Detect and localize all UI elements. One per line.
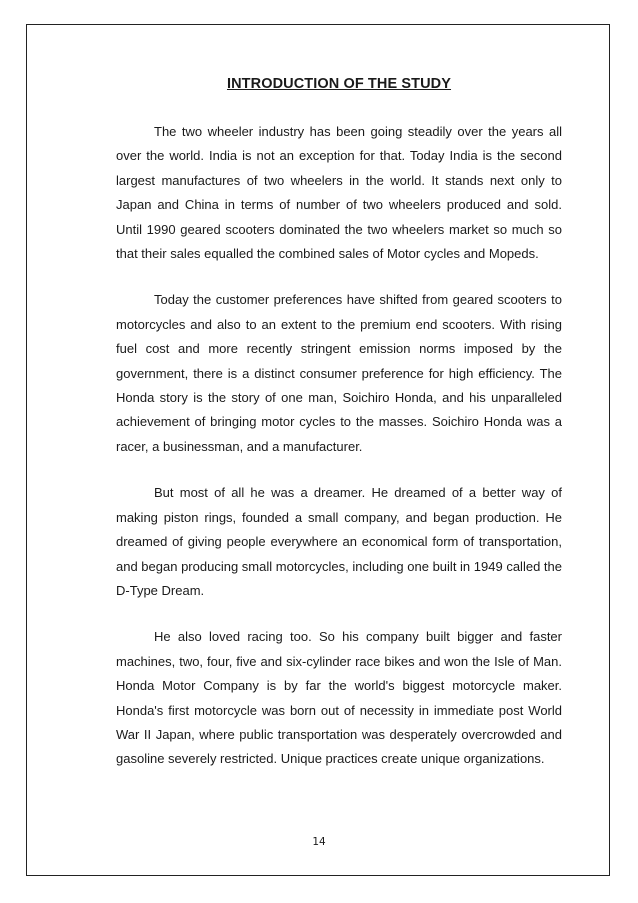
paragraph-1: The two wheeler industry has been going steadily over the years all over the world. India is not an exception for that. Today India is the second largest manufactures of two wheelers in the world. It stands next only to Japan and China in terms of number of two wheelers produced and sold. Until 1990 geared scooters dominated the two wheelers market so much so that their sales equalled the combined sales of Motor cycles and Mopeds. <box>116 124 562 262</box>
document-title: INTRODUCTION OF THE STUDY <box>226 76 452 92</box>
paragraph-4: He also loved racing too. So his company built bigger and faster machines, two, four, five and six-cylinder race bikes and won the Isle of Man. Honda Motor Company is by far the world's biggest motorcycle maker. Honda's first motorcycle was born out of necessity in immediate post World War II Japan, where public transportation was desperately overcrowded and gasoline severely restricted. Unique practices create unique organizations. <box>116 629 562 767</box>
paragraph-3: But most of all he was a dreamer. He dreamed of a better way of making piston rings, founded a small company, and began production. He dreamed of giving people everywhere an economical form of transportation, and began producing small motorcycles, including one built in 1949 called the D-Type Dream. <box>116 485 562 598</box>
page-number: 14 <box>312 836 326 848</box>
paragraph-2: Today the customer preferences have shifted from geared scooters to motorcycles and also to an extent to the premium end scooters. With rising fuel cost and more recently stringent emission norms imposed by the government, there is a distinct consumer preference for high efficiency. The Honda story is the story of one man, Soichiro Honda, and his unparalleled achievement of bringing motor cycles to the masses. Soichiro Honda was a racer, a businessman, and a manufacturer. <box>116 292 562 454</box>
document-body <box>116 76 562 794</box>
